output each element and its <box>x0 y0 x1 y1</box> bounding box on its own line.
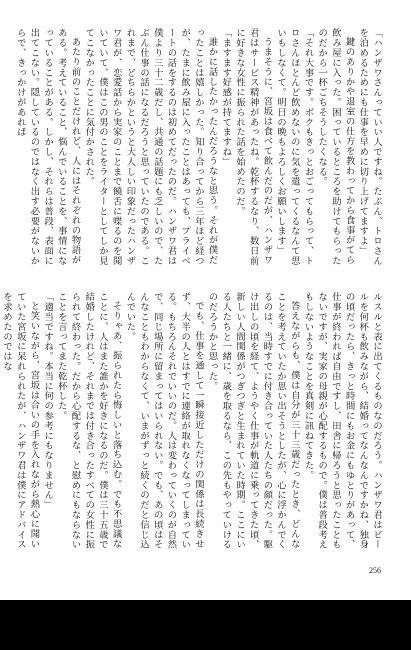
paragraph: 「それ大事です。ボクもきっとおごってもらって、トロさんほとんど飲めないのに気を遣ってくるなんて思いもしなくて。明日の晩もよろしくお願いします」 <box>275 28 314 266</box>
paragraph: あたり前のことだけれど、人にはそれぞれの物語がある。考えていること、悩んでいることを、事情になっていることがある。しかし、それらは普段、表面に出てこない。隠しているのではなく出す必要がないからで、きっかけがあれば <box>14 28 81 266</box>
paragraph: 答えながらも、僕は自分が三十三歳だったとき、どんなことを考えていたか思い出そうとしたが、心に浮かんでくるのは、当時すでに付き合っていた人たちの顔だった。駆け出しの頃を経て、ようやく仕事が軌道に乗ってきた頃、新しい人間関係がつぎつぎと生まれていた時期。ここにいる人たちと一緒に、歳を取るなら、この先もやっていけるのだろうかと思った。 <box>206 292 300 550</box>
paragraph: ルスルと表に出てくるものなのだろう。ハンザワ君はビールを何杯も飲みながら、結婚ってなんなんですかね、独身の頃だったら、きっと時間にもお金にもゆとりがあって、仕事が終われば自由ですし、田舎に帰ろうと思ったこともないですが、実家の母親が心配するもので。僕は普段考えもしないようなことを真剣に訊ねてきた。 <box>302 292 382 550</box>
paragraph: 鍵のありかや退室の仕方を教わってから食事がてら飲み屋に入った。困っているところを助けてもらったのだから一杯ごちそうしたくなる。 <box>316 28 355 266</box>
paragraph: 誰かに話したかったんだろうなと思う。それが僕だったことは嬉しかった。知り合ってから三年ほど経つが、たまに飲み屋に入ったことはあっても、プライベートの話をするのは初めてだったのだ。ハンザワ君は僕より三十二歳だし、共通の話題にも乏しいので、たぶん仕事の話になるだろうと思っていたのである。これまで、どちらかというと大人しい印象だったハンザワ君が、恋愛話から実家のことまで饒舌に喋るのを聞いていて、僕はこの男のことをライターとしてしか見てこなかったことに気付かされた。 <box>83 28 218 266</box>
paragraph: 「ハンザワさんっていい人ですね。たぶん、トロさんを泊めるためにも仕事を早めに切り上げてますよ」 <box>357 28 382 266</box>
paragraph: でも、仕事を通して一瞬接近しただけの関係は長続きせず、大半の人とはすでに連絡が取れなくなってしまっている。もちろんそれでいいのだ。人は変わっていくのが自然で、同じ場所に留まってはいられない。でも、あの頃はそんなこともわからなくて、いまがずっと続くのだと信じ込んでいた。 <box>124 292 204 550</box>
upper-text-block <box>14 28 383 270</box>
paragraph: 「適当ですね。本当に何の参考にもなりません」 <box>42 292 54 510</box>
paragraph: 「ますます好感が持てますね」 <box>220 28 232 167</box>
paragraph: そりゃあ、振られたら悔しいと落ち込む。でも不思議なことに、人はまた誰かを好きになるのだ。僕は三十五歳で結婚したけれど、それまでは付き合ったすべての女性に振られて終わった。だから心配するな、と慰めにもならないことを言ってまた乾杯した。 <box>55 292 122 550</box>
paragraph: と笑いながら、宮坂は合いの手を入れながら熱心に聞いていた宮坂に呆れられたが、ハンザワ君は僕にアドバイスを求めたのではな <box>1 292 40 550</box>
lower-text-block <box>1 292 383 550</box>
page-number: 256 <box>369 566 381 575</box>
paragraph: うまそうに、宮坂は食べて飲んだのだが、ハンザワ君はサービス精神があったね。乾杯するなり、数日前に好きな女性に振られた話を始めたのだ。 <box>233 28 273 266</box>
